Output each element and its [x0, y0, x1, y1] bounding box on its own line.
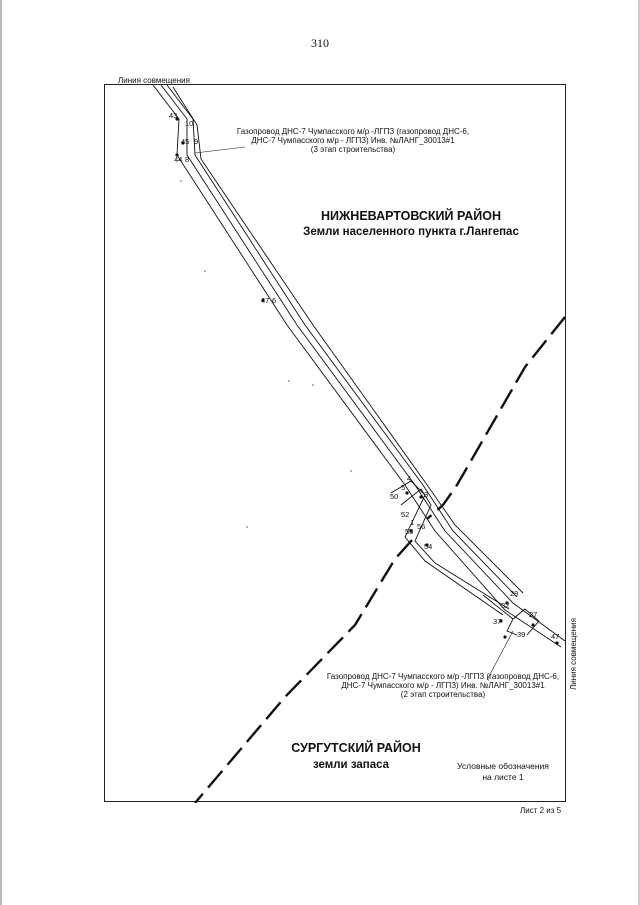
point-label: 54 — [424, 542, 433, 551]
region-north-name: НИЖНЕВАРТОВСКИЙ РАЙОН — [321, 209, 501, 223]
scan-edge-left — [0, 0, 2, 905]
point-label: 5 — [401, 483, 406, 492]
alignment-line-label-right: Линия совмещения — [569, 618, 578, 690]
point-label: 10 — [185, 119, 194, 128]
region-south-sub: земли запаса — [312, 759, 390, 771]
point-label: 3 — [424, 490, 429, 499]
point-label: 1 — [410, 518, 415, 527]
pipeline-top-line2: ДНС-7 Чумпасского м/р - ЛГПЗ) Инв. №ЛАНГ_30013#1 — [251, 136, 455, 145]
point-label: 6 — [272, 296, 277, 305]
legend-note — [449, 761, 557, 783]
point-label: 29 — [510, 589, 519, 598]
map-frame — [104, 84, 566, 802]
point-label: 8 — [185, 155, 190, 164]
point-label: 44 — [174, 155, 183, 164]
pipeline-top-line1: Газопровод ДНС-7 Чумпасского м/р -ЛГПЗ (газопровод ДНС-6, — [236, 127, 470, 136]
road-upper — [427, 317, 565, 519]
point-label: 9 — [194, 137, 199, 146]
region-north-sub: Земли населенного пункта г.Лангепас — [303, 226, 519, 238]
pipeline-annotation-bottom — [319, 672, 567, 699]
point-label: 47 — [261, 296, 270, 305]
point-label: 47 — [551, 632, 560, 641]
point-label: 50 — [390, 492, 399, 501]
pipeline-bottom-line1: Газопровод ДНС-7 Чумпасского м/р -ЛГПЗ (газопровод ДНС-6, — [326, 672, 560, 681]
point-label: 37 — [493, 617, 502, 626]
region-south-name: СУРГУТСКИЙ РАЙОН — [291, 741, 421, 755]
point-label: 43 — [169, 111, 178, 120]
alignment-line-label-top: Линия совмещения — [118, 76, 190, 85]
point-label: 45 — [181, 137, 190, 146]
point-label: 4 — [407, 474, 412, 483]
point-label: 32 — [501, 601, 510, 610]
point-label: 52 — [401, 510, 410, 519]
point-label: 39 — [517, 630, 526, 639]
point-markers — [175, 117, 558, 644]
pipeline-top-line3: (3 этап строительства) — [310, 145, 396, 154]
sheet-number: Лист 2 из 5 — [520, 806, 562, 815]
point-label: 56 — [417, 522, 426, 531]
pipeline-annotation-top — [223, 127, 483, 154]
pipeline-bottom-line3: (2 этап строительства) — [400, 690, 486, 699]
point-label: 27 — [529, 610, 538, 619]
pipeline-bottom-line2: ДНС-7 Чумпасского м/р - ЛГПЗ) Инв. №ЛАНГ_30013#1 — [341, 681, 545, 690]
legend-note-line1: Условные обозначения — [457, 761, 549, 771]
page-number: 310 — [311, 36, 329, 50]
pipeline-corridor — [153, 85, 565, 647]
legend-note-line2: на листе 1 — [482, 772, 524, 782]
point-label: 53 — [405, 527, 414, 536]
